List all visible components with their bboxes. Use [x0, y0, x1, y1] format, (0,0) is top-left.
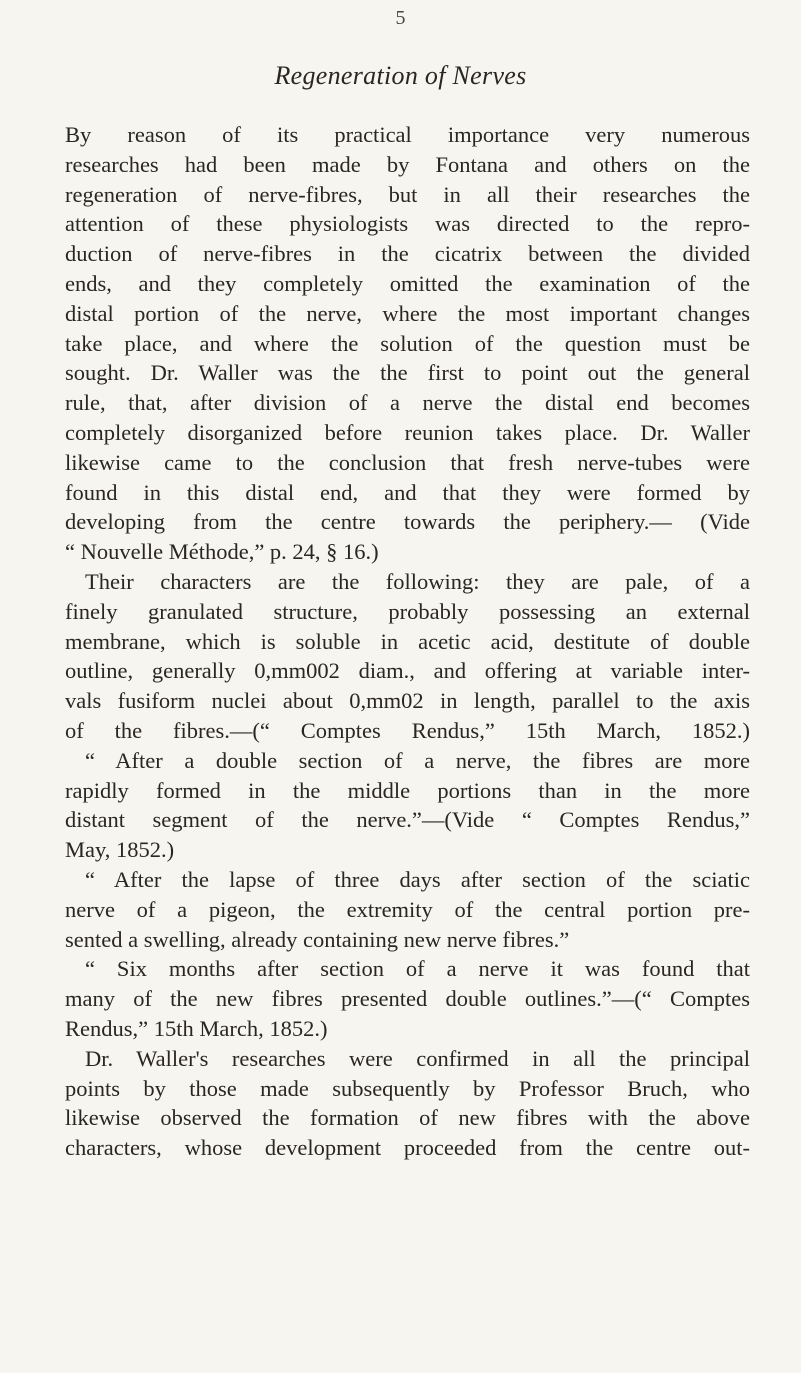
text-line: researches had been made by Fontana and others on the	[65, 151, 750, 177]
text-line: likewise came to the conclusion that fresh nerve-tubes were	[65, 449, 750, 475]
text-line: vals fusiform nuclei about 0,mm02 in length, parallel to the axis	[65, 688, 750, 714]
text-line: finely granulated structure, probably possessing an external	[65, 598, 750, 624]
text-line: May, 1852.)	[65, 837, 175, 863]
text-line: completely disorganized before reunion takes place. Dr. Waller	[65, 419, 750, 445]
text-line: take place, and where the solution of the question must be	[65, 330, 750, 356]
text-line: distal portion of the nerve, where the most important changes	[65, 300, 750, 326]
text-line: ends, and they completely omitted the examination of the	[65, 270, 750, 296]
text-line: points by those made subsequently by Professor Bruch, who	[65, 1075, 750, 1101]
text-line: found in this distal end, and that they were formed by	[65, 479, 750, 505]
text-line: developing from the centre towards the periphery.— (Vide	[65, 509, 750, 535]
text-line: Their characters are the following: they are pale, of a	[85, 568, 750, 594]
text-line: characters, whose development proceeded from the centre out-	[65, 1135, 750, 1161]
text-line: rapidly formed in the middle portions than in the more	[65, 777, 750, 803]
text-line: likewise observed the formation of new fibres with the above	[65, 1105, 750, 1131]
text-line: sented a swelling, already containing new nerve fibres.”	[65, 926, 570, 952]
text-line: regeneration of nerve-fibres, but in all their researches the	[65, 181, 750, 207]
text-line: duction of nerve-fibres in the cicatrix between the divided	[65, 241, 750, 267]
text-line: membrane, which is soluble in acetic acid, destitute of double	[65, 628, 750, 654]
text-line: Rendus,” 15th March, 1852.)	[65, 1015, 328, 1041]
body-text	[65, 120, 750, 1163]
text-line: sought. Dr. Waller was the the first to point out the general	[65, 360, 750, 386]
text-line: Dr. Waller's researches were confirmed in all the principal	[85, 1045, 750, 1071]
text-line: distant segment of the nerve.”—(Vide “ Comptes Rendus,”	[65, 807, 750, 833]
page-number: 5	[395, 7, 406, 29]
text-line: “ Nouvelle Méthode,” p. 24, § 16.)	[65, 539, 379, 565]
page-title: Regeneration of Nerves	[274, 61, 527, 90]
text-line: “ After a double section of a nerve, the fibres are more	[85, 747, 750, 773]
text-line: many of the new fibres presented double outlines.”—(“ Comptes	[65, 986, 750, 1012]
text-line: “ Six months after section of a nerve it was found that	[85, 956, 750, 982]
text-line: nerve of a pigeon, the extremity of the central portion pre-	[65, 896, 750, 922]
text-line: By reason of its practical importance very numerous	[65, 122, 750, 147]
text-line: of the fibres.—(“ Comptes Rendus,” 15th March, 1852.)	[65, 717, 750, 743]
text-line: outline, generally 0,mm002 diam., and offering at variable inter-	[65, 658, 750, 684]
text-line: rule, that, after division of a nerve the distal end becomes	[65, 390, 750, 416]
text-line: attention of these physiologists was directed to the repro-	[65, 211, 750, 237]
text-line: “ After the lapse of three days after section of the sciatic	[85, 866, 750, 892]
